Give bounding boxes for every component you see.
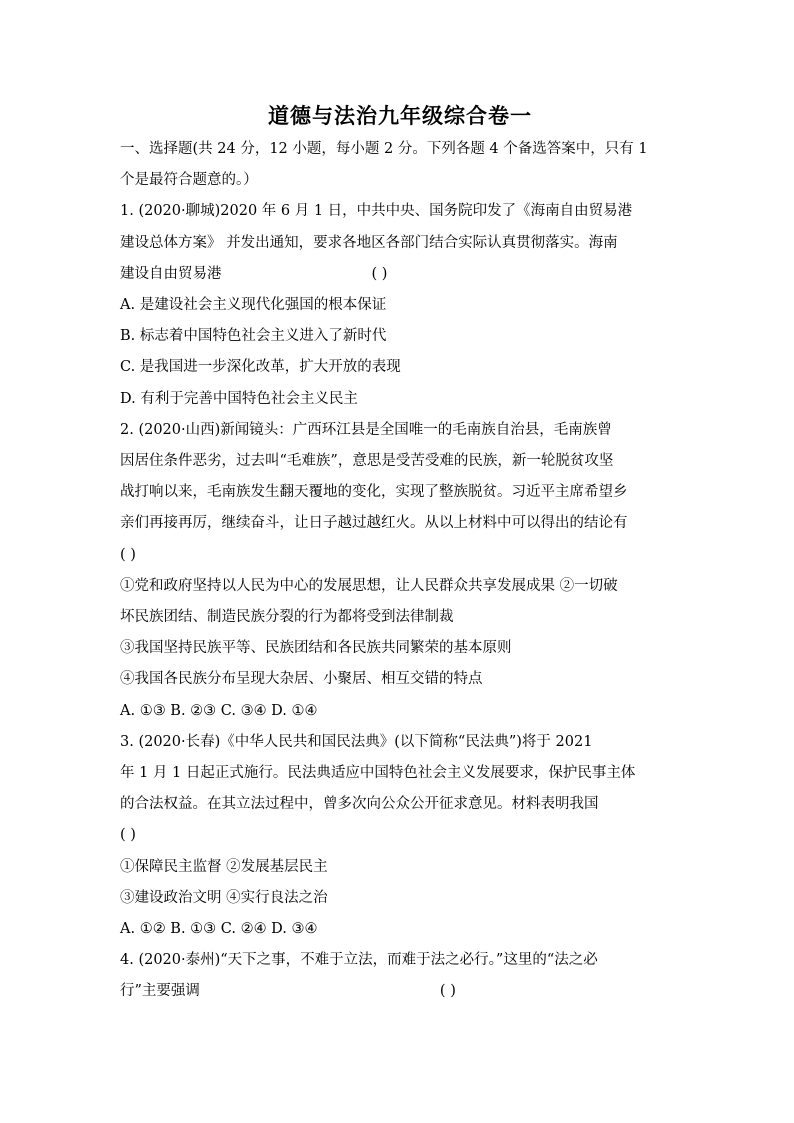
q1-option-a: A. 是建设社会主义现代化强国的根本保证 <box>120 297 387 314</box>
q4-answer-paren: ( ) <box>439 983 456 1000</box>
q2-options: A. ①③ B. ②③ C. ③④ D. ①④ <box>120 702 318 719</box>
q1-stem-end <box>120 259 680 290</box>
q3-options: A. ①② B. ①③ C. ②④ D. ③④ <box>120 921 318 938</box>
q2-statement-3: ③我国坚持民族平等、民族团结和各民族共同繁荣的基本原则 <box>120 640 512 657</box>
q4-stem-end <box>120 976 680 1007</box>
section-heading-cont: 个是最符合题意的。） <box>120 172 258 189</box>
q2-stem: 2. (2020·山西)新闻镜头：广西环江县是全国唯一的毛南族自治县，毛南族曾 <box>120 421 612 438</box>
q2-statement-1-2: ①党和政府坚持以人民为中心的发展思想，让人民群众共享发展成果 ②一切破 <box>120 577 618 594</box>
q2-stem-cont: 亲们再接再厉，继续奋斗，让日子越过越红火。从以上材料中可以得出的结论有 <box>120 515 628 532</box>
q2-answer-paren: ( ) <box>120 546 136 563</box>
q1-option-d: D. 有利于完善中国特色社会主义民主 <box>120 390 358 407</box>
q2-stem-cont: 因居住条件恶劣，过去叫“毛难族”，意思是受苦受难的民族，新一轮脱贫攻坚 <box>120 453 614 470</box>
q3-statements-1-2: ①保障民主监督 ②发展基层民主 <box>120 858 328 875</box>
q1-stem: 1. (2020·聊城)2020 年 6 月 1 日，中共中央、国务院印发了《海南自由贸易港 <box>120 203 633 220</box>
q3-stem: 3. (2020·长春)《中华人民共和国民法典》(以下简称“民法典”)将于 2021 <box>120 733 593 750</box>
q4-stem-text: 行”主要强调 <box>120 983 200 1000</box>
q1-stem-cont: 建设总体方案》 并发出通知，要求各地区各部门结合实际认真贯彻落实。海南 <box>120 234 618 251</box>
q2-statement-4: ④我国各民族分布呈现大杂居、小聚居、相互交错的特点 <box>120 671 483 688</box>
section-heading: 一、选择题(共 24 分，12 小题，每小题 2 分。下列各题 4 个备选答案中，只有 1 <box>120 141 648 157</box>
q3-statements-3-4: ③建设政治文明 ④实行良法之治 <box>120 889 328 906</box>
q1-option-b: B. 标志着中国特色社会主义进入了新时代 <box>120 328 387 345</box>
q1-answer-paren: ( ) <box>371 265 388 282</box>
q3-answer-paren: ( ) <box>120 827 136 844</box>
q2-stem-cont: 战打响以来，毛南族发生翻天覆地的变化，实现了整族脱贫。习近平主席希望乡 <box>120 484 628 501</box>
q3-stem-cont: 的合法权益。在其立法过程中，曾多次向公众公开征求意见。材料表明我国 <box>120 796 599 813</box>
q1-option-c: C. 是我国进一步深化改革，扩大开放的表现 <box>120 359 401 376</box>
q1-stem-text: 建设自由贸易港 <box>120 265 222 282</box>
q3-stem-cont: 年 1 月 1 日起正式施行。民法典适应中国特色社会主义发展要求，保护民事主体 <box>120 765 636 782</box>
q2-statement-2-cont: 坏民族团结、制造民族分裂的行为都将受到法律制裁 <box>120 609 454 626</box>
page-title: 道德与法治九年级综合卷一 <box>268 103 532 128</box>
q4-stem: 4. (2020·泰州)“天下之事，不难于立法，而难于法之必行。”这里的“法之必 <box>120 952 598 969</box>
document-page <box>120 100 680 1008</box>
